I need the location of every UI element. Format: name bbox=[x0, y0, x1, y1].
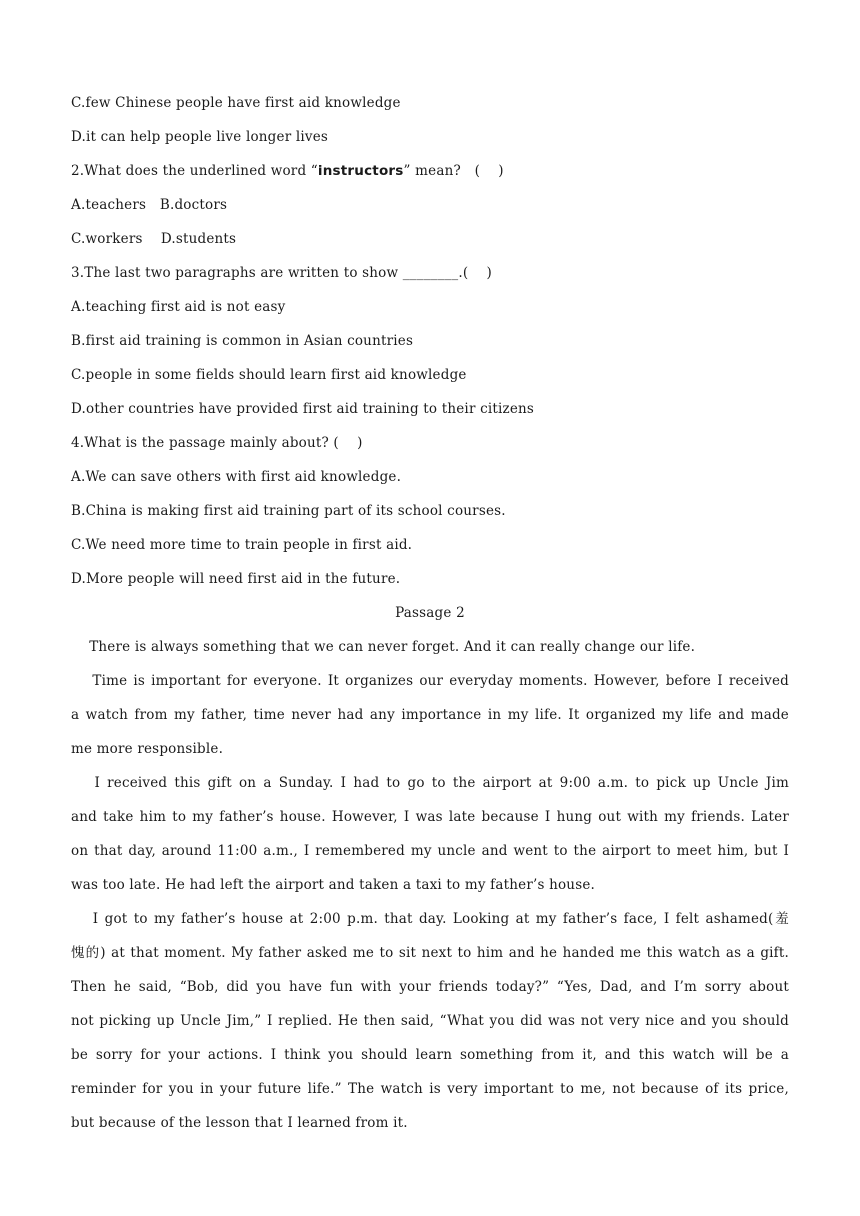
passage-line: and take him to my father’s house. However, I was late because I hung out with my friends. Later bbox=[71, 809, 789, 825]
q4-option-a: A.We can save others with first aid knowledge. bbox=[71, 469, 402, 485]
q4-option-b: B.China is making first aid training part of its school courses. bbox=[71, 503, 506, 519]
passage-line: There is always something that we can never forget. And it can really change our life. bbox=[71, 639, 696, 655]
passage-line: 愧的) at that moment. My father asked me to sit next to him and he handed me this watch as a gift. bbox=[71, 945, 789, 961]
q3-option-c: C.people in some fields should learn first aid knowledge bbox=[71, 367, 467, 383]
passage-line: not picking up Uncle Jim,” I replied. He then said, “What you did was not very nice and you should bbox=[71, 1013, 789, 1029]
passage-line: on that day, around 11:00 a.m., I remembered my uncle and went to the airport to meet him, but I bbox=[71, 843, 789, 859]
passage-line: but because of the lesson that I learned from it. bbox=[71, 1115, 408, 1131]
q3-option-d: D.other countries have provided first aid training to their citizens bbox=[71, 401, 535, 417]
q2-stem-after: ” mean? ( ) bbox=[403, 163, 504, 179]
q3-option-a: A.teaching first aid is not easy bbox=[71, 299, 286, 315]
passage-line: Then he said, “Bob, did you have fun with your friends today?” “Yes, Dad, and I’m sorry about bbox=[71, 979, 789, 995]
passage-line: was too late. He had left the airport and taken a taxi to my father’s house. bbox=[71, 877, 596, 893]
q2-stem-before: 2.What does the underlined word “ bbox=[71, 163, 318, 179]
passage-line: I got to my father’s house at 2:00 p.m. that day. Looking at my father’s face, I felt ashamed(羞 bbox=[71, 911, 789, 927]
q3-stem: 3.The last two paragraphs are written to show ________.( ) bbox=[71, 265, 492, 281]
q2-options-ab: A.teachers B.doctors bbox=[71, 197, 228, 213]
q3-option-b: B.first aid training is common in Asian countries bbox=[71, 333, 414, 349]
q4-option-c: C.We need more time to train people in first aid. bbox=[71, 537, 413, 553]
q1-option-c: C.few Chinese people have first aid knowledge bbox=[71, 95, 401, 111]
passage-title: Passage 2 bbox=[395, 605, 465, 621]
q4-option-d: D.More people will need first aid in the future. bbox=[71, 571, 401, 587]
passage-line: a watch from my father, time never had any importance in my life. It organized my life and made bbox=[71, 707, 789, 723]
passage-line: I received this gift on a Sunday. I had to go to the airport at 9:00 a.m. to pick up Uncle Jim bbox=[71, 775, 789, 791]
q2-options-cd: C.workers D.students bbox=[71, 231, 237, 247]
passage-line: me more responsible. bbox=[71, 741, 224, 757]
q2-stem bbox=[71, 154, 789, 188]
q4-stem: 4.What is the passage mainly about? ( ) bbox=[71, 435, 363, 451]
q2-keyword: instructors bbox=[317, 163, 404, 179]
passage-line: be sorry for your actions. I think you should learn something from it, and this watch will be a bbox=[71, 1047, 789, 1063]
passage-line: reminder for you in your future life.” The watch is very important to me, not because of its price, bbox=[71, 1081, 789, 1097]
passage-line: Time is important for everyone. It organizes our everyday moments. However, before I received bbox=[71, 673, 789, 689]
q1-option-d: D.it can help people live longer lives bbox=[71, 129, 329, 145]
